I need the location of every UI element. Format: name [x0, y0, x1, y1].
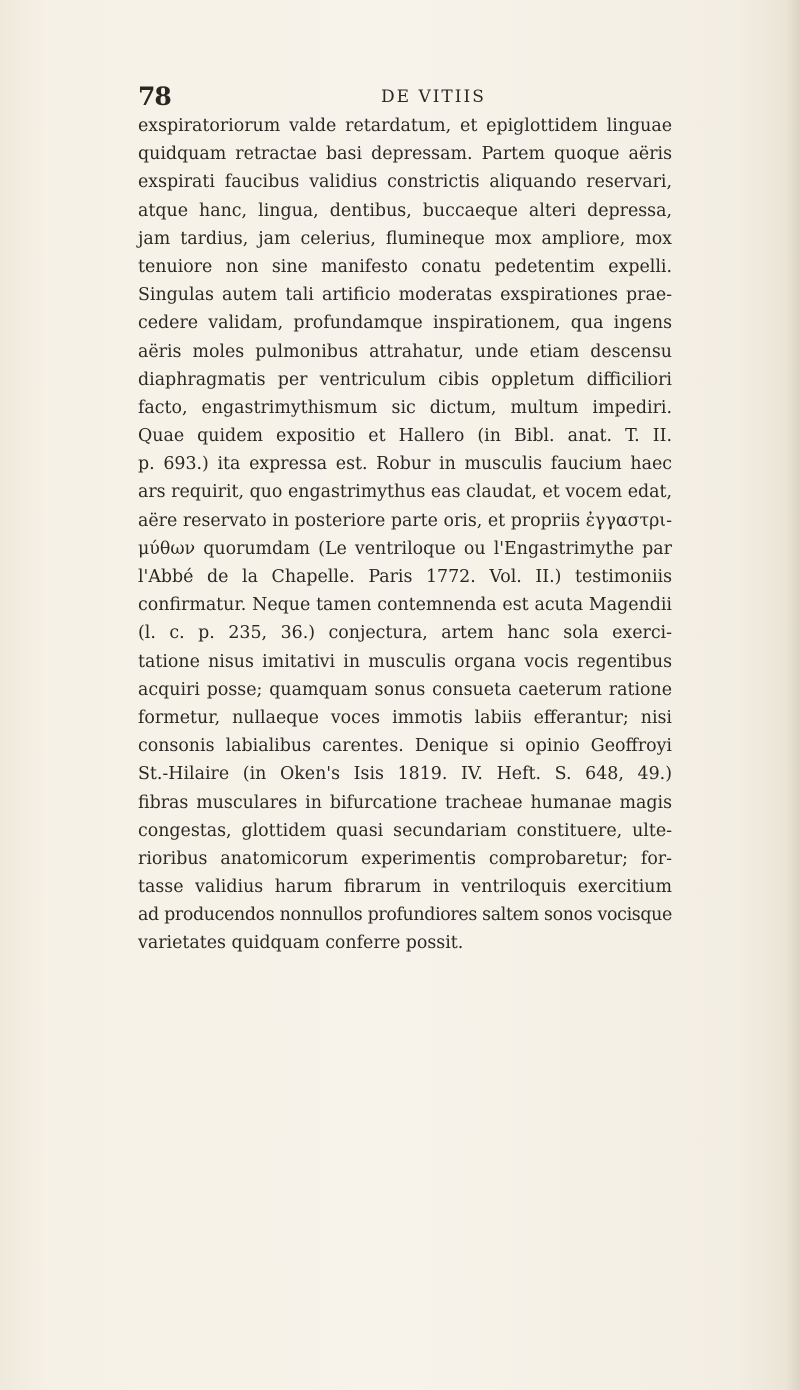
text-line: quidquam retractae basi depressam. Partem quoque aëris — [138, 144, 672, 165]
text-line: p. 693.) ita expressa est. Robur in musculis faucium haec — [138, 454, 672, 475]
text-line: facto, engastrimythismum sic dictum, multum impediri. — [138, 397, 672, 418]
text-line: diaphragmatis per ventriculum cibis oppletum difficiliori — [138, 369, 672, 390]
text-line: fibras musculares in bifurcatione tracheae humanae magis — [138, 792, 672, 813]
text-line: confirmatur. Neque tamen contemnenda est acuta Magendii — [138, 595, 672, 616]
text-line: aëris moles pulmonibus attrahatur, unde etiam descensu — [138, 341, 672, 362]
text-line: formetur, nullaeque voces immotis labiis efferantur; nisi — [138, 707, 672, 728]
text-line: tasse validius harum fibrarum in ventriloquis exercitium — [138, 877, 672, 898]
text-line: acquiri posse; quamquam sonus consueta caeterum ratione — [138, 679, 672, 700]
text-line: St.-Hilaire (in Oken's Isis 1819. IV. Heft. S. 648, 49.) — [138, 764, 672, 785]
text-line: atque hanc, lingua, dentibus, buccaeque alteri depressa, — [138, 200, 672, 221]
text-line: l'Abbé de la Chapelle. Paris 1772. Vol. II.) testimoniis — [138, 567, 672, 587]
page-number: 78 — [138, 82, 171, 111]
page-edge-shadow — [786, 0, 800, 1390]
body-text — [138, 112, 672, 958]
page-header — [138, 82, 678, 112]
text-line: rioribus anatomicorum experimentis comprobaretur; for- — [138, 848, 672, 869]
text-line: exspiratoriorum valde retardatum, et epiglottidem linguae — [138, 116, 672, 136]
text-line: aëre reservato in posteriore parte oris, et propriis ἐγγαστρι- — [138, 510, 672, 531]
text-line: jam tardius, jam celerius, flumineque mox ampliore, mox — [138, 228, 672, 249]
text-line: varietates quidquam conferre possit. — [138, 933, 464, 954]
text-line: Quae quidem expositio et Hallero (in Bibl. anat. T. II. — [138, 426, 672, 447]
text-line: ad producendos nonnullos profundiores saltem sonos vocisque — [138, 905, 672, 926]
text-line: exspirati faucibus validius constrictis aliquando reservari, — [138, 172, 672, 193]
text-line: congestas, glottidem quasi secundariam constituere, ulte- — [138, 820, 672, 841]
running-head: DE VITIIS — [381, 87, 486, 107]
text-line: tenuiore non sine manifesto conatu pedetentim expelli. — [138, 256, 672, 277]
text-line: (l. c. p. 235, 36.) conjectura, artem hanc sola exerci- — [138, 623, 672, 644]
text-line: cedere validam, profundamque inspirationem, qua ingens — [138, 313, 672, 334]
text-line: Singulas autem tali artificio moderatas exspirationes prae- — [138, 285, 672, 306]
text-line: μύθων quorumdam (Le ventriloque ou l'Engastrimythe par — [138, 538, 672, 559]
text-line: ars requirit, quo engastrimythus eas claudat, et vocem edat, — [138, 482, 672, 503]
text-line: tatione nisus imitativi in musculis organa vocis regentibus — [138, 651, 672, 672]
text-line: consonis labialibus carentes. Denique si opinio Geoffroyi — [138, 736, 672, 757]
